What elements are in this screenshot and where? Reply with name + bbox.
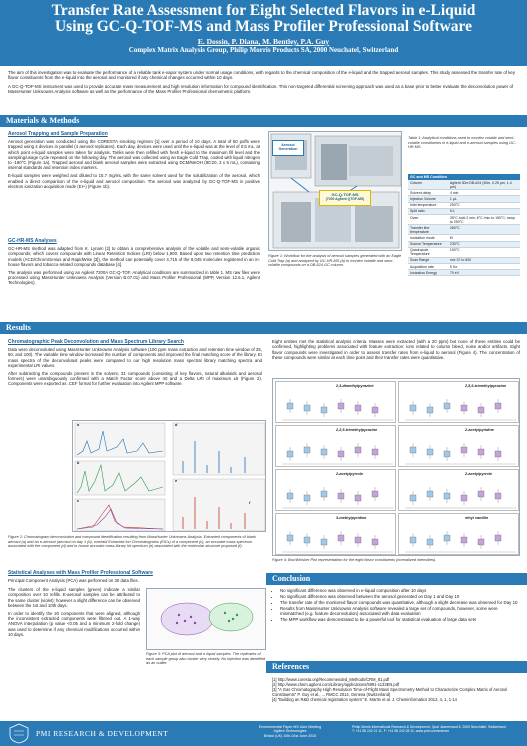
- subhead-gc-hr-ms: GC-HR-MS Analyses: [8, 238, 57, 244]
- boxplot-panel: [398, 513, 519, 555]
- figure-3-pca: [146, 588, 266, 650]
- table-1-param: Source Temperature: [408, 241, 448, 247]
- figure-2-label-d: d: [175, 423, 178, 427]
- boxplot-panel-label: ethyl vanillin: [465, 516, 488, 520]
- figure-2-label-c: c: [77, 499, 80, 503]
- materials-paragraph-1: Aerosol generation was conducted using the CORESTA smoking regimen [1] over a period of 10 days. A total of 50 puffs were trapped using 4 devices in parallel (4 aerosol replicates). Each day, devices were used until the e-liquid was at the level of 0.5 mL, at which point e-liquid samples were taken for analysis. Tanks were then refilled with fresh e-liquid to the maximum fill level and the sampling/usage cycle repeated on the following day. The aerosol was collected using an Eagle Cold Trap, cooled with liquid nitrogen to -190°C (Figure 1a). Trapped aerosol and blank aerosol samples were extracted using DCM/MeOH (80:20, 2 x 5 mL), containing internal standards and retention index markers.: [8, 139, 260, 171]
- affiliation: Complex Matrix Analysis Group, Philip Morris Products SA, 2000 Neuchatel, Switzerland: [128, 46, 399, 54]
- table-1-header: GC and MS Condition: [408, 174, 520, 180]
- subhead-statistical-analyses: Statistical Analyses with Mass Profiler Professional Software: [8, 570, 153, 576]
- table-1-value: m/z 37 to 600: [448, 257, 520, 263]
- table-1-param: Quadrupole Temperature: [408, 247, 448, 257]
- table-1-row: [408, 225, 520, 235]
- boxplot-panel: [275, 381, 396, 423]
- footer-org: PMI RESEARCH & DEVELOPMENT: [36, 729, 169, 738]
- boxplot-panel: [398, 469, 519, 511]
- boxplot-panel-label: 2,3-dimethylpyrazine: [336, 384, 374, 388]
- boxplot-panel-label: 3-methylpyridine: [336, 516, 367, 520]
- boxplot-panel: [275, 513, 396, 555]
- figure-2-caption: Figure 2: Chromatogram deconvolution and compound identification resulting from MassHunter Unknowns Analysis. Extracted components of blank aerosol (a) and an e-aerosol (aerosol on day 1 (b), overlaid Extracted Ion Chromatograms (EICs) of a component (c), an accurate mass spectrum associated with the component (d) and in-house accurate mass library hit spectrum (e) associated with the molecular structure proposed (f).: [8, 535, 256, 549]
- table-1-param: Acquisition rate: [408, 264, 448, 270]
- table-1-value: 280°C: [448, 225, 520, 235]
- abstract: [8, 70, 519, 98]
- authors: E. Dossin, P. Diana, M. Bentley, P.A. Guy: [197, 37, 330, 46]
- figure-2-label-f: f: [249, 501, 251, 505]
- materials-text-1: [8, 139, 260, 192]
- table-1-param: Solvent delay: [408, 190, 448, 196]
- boxplot-drawing: [399, 426, 519, 467]
- title-line-2: Using GC-Q-TOF-MS and Mass Profiler Professional Software: [54, 18, 473, 35]
- results-text-pca-intro: Principal Component Analysis (PCA) was performed on 30 data files.: [8, 578, 139, 583]
- table-1-value: 5 Hz: [448, 264, 520, 270]
- materials-text-2: [8, 246, 260, 288]
- figure-2-illustration: [73, 421, 266, 532]
- table-1-param: Injection Volume: [408, 196, 448, 202]
- results-paragraph-1: Data were deconvoluted using MassHunter Unknowns Analysis software (100 ppm mass extraction and retention time window of 25, 50, and 100). The variable time window increased the number of components and improved the final matching score of the library. EI mass spectra of the deconvoluted peaks were compared to our high resolution mass spectral library matching spectra and experimental LRI values.: [8, 347, 262, 368]
- results-right-text: Eight entities met the statistical analysis criteria. Masses were extracted (with a 20 ppm) but none of these entities could be confirmed, highlighting problems associated with feature extraction: ions related to column bleed, noise and/or artifacts. Eight flavor compounds were investigated in order to assess transfer rates from e-liquid to aerosol (Figure 4). The concentration of these compounds were similar at each time point and their transfer rates were quantitative.: [272, 339, 520, 360]
- references-list: [272, 677, 520, 702]
- conclusion-item: • The transfer rate of the monitored flavor compounds was quantitative, although a slight decrease was observed for Day 10: [280, 600, 520, 605]
- conclusion-item: • Results from MassHunter Unknowns Analysis software revealed a large set of compounds, however, some were mismatched (e.g. feature deconvolution) associated with data evaluation: [280, 606, 520, 617]
- table-1-param: Ionization mode: [408, 235, 448, 241]
- figure-3-caption: Figure 3: PCA plot of aerosol and e-liquid samples. The replicates of each sample group also cluster very closely. No injection was identified as an outlier.: [146, 652, 266, 666]
- table-1-param: Inlet temperature: [408, 202, 448, 208]
- materials-paragraph-2: E-liquid samples were weighed and diluted to 15.7 mg/mL with the same solvent used for the solubilization of the aerosol, which enabled a direct comparison of the e-liquid and aerosol composition. The aerosol was analyzed by GC-Q-TOF-MS in positive electron ionization acquisition mode (EI+) (Figure 1b).: [8, 173, 260, 189]
- table-1-value: EI: [448, 235, 520, 241]
- boxplot-panel: [275, 425, 396, 467]
- table-1-row: [408, 247, 520, 257]
- table-1-value: Agilent 30m DB-624 (30m, 0.25 µm, 1.4 µm): [448, 180, 520, 190]
- subhead-aerosol-trapping: Aerosol Trapping and Sample Preparation: [8, 131, 108, 137]
- abstract-paragraph-1: The aim of this investigation was to evaluate the performance of a reliable tank e-vapor system under normal usage conditions, with regards to the chemical composition of the e-liquid and the trapped aerosol samples. This study assessed the transfer rate of key flavor constituents from the e-liquid into the aerosol and monitored if any chemical changes occurred within 10 days.: [8, 70, 516, 81]
- table-1-value: 4 min: [448, 190, 520, 196]
- conclusion-list: [272, 588, 520, 623]
- abstract-paragraph-2: A GC-Q-TOF-MS instrument was used to provide accurate mass measurement and high resolution information for compound identification. This non-targeted differential screening approach was used as a base prior to better evaluate the deconvolution power of MassHunter Unknowns Analysis software as well as the performance of the Mass Profiler Professional chemometric platform.: [8, 83, 514, 95]
- footer-event: [240, 725, 340, 738]
- figure-1-caption: Figure 1: Workflow for the analysis of aerosol samples generated with an Eagle Cold Trap (a) and analyzed by GC-HR-MS (b) to monitor volatile and semi-volatile compounds on a DB-624 GC column.: [268, 254, 402, 268]
- reference-item: [3] "A Gas Chromatography High Resolution Time-of-Flight Mass Spectrometry Method to Characterize Complex Matrix of Aerosol Constituents" P. Guy et al., ... RMCC 2014, Geneva (Switzerland): [272, 687, 508, 697]
- results-paragraph-2: After subtracting the compounds present in the solvent, 31 compounds (consisting of key flavors, natural alkaloids and aerosol formers) were unambiguously confirmed with a Match Factor score above 40 and a Delta LRI of maximum ±5 (Figure 2). Components were exported as .CEF format for further evaluation into Agilent MPP software.: [8, 370, 262, 387]
- table-1-row: [408, 180, 520, 190]
- figure-2-deconvolution: [72, 420, 266, 532]
- materials-paragraph-4: The analysis was performed using an Agilent 7200A GC-Q-TOF. Analytical conditions are summarized in table 1. MS raw files were processed using MassHunter Unknowns Analysis (Version B.07.01) and Mass Profiler Professional (MPP, Version 12.6.1, Agilent Technologies).: [8, 269, 260, 286]
- table-1-value: 35°C hold 2 min; 6°C /min to 150°C; ramp to 250°C: [448, 214, 520, 224]
- boxplot-drawing: [276, 470, 396, 511]
- conclusion-item: • The MPP workflow was demonstrated to be a powerful tool for statistical evaluation of large data sets: [280, 617, 520, 622]
- figure-1-workflow: [268, 131, 402, 251]
- table-1-value: 250°C: [448, 202, 520, 208]
- table-1-value: 230°C: [448, 241, 520, 247]
- figure-1-label-gc-line-1: GC-Q-TOF-MS: [331, 192, 359, 197]
- boxplot-panel: [275, 469, 396, 511]
- table-1-row: [408, 214, 520, 224]
- figure-1-label-aerosol: Aerosol Generation: [272, 140, 304, 156]
- table-1-value: 150°C: [448, 247, 520, 257]
- footer-contact-line-2: T: +41 58 242 21 11, F: +41 58 242 28 11, www.pmi.com/science: [352, 729, 450, 734]
- table-1-param: Scan Range: [408, 257, 448, 263]
- reference-item: [2] http://www.chem.agilent.com/Library/applications/5991-1133EN.pdf: [272, 682, 400, 687]
- footer-event-line-1: Environmental Paper MS User Meeting: [258, 725, 322, 729]
- table-1-param: Split ratio: [408, 208, 448, 214]
- table-1-param: Column: [408, 180, 448, 190]
- boxplot-panel: [398, 381, 519, 423]
- footer-event-line-3: Bristol (UK) 10th-01st June 2015: [263, 733, 317, 738]
- footer-contact-line-1: Philip Morris International Research & Development, Quai Jeanrenaud 5, 2000 Neuchâtel, Switzerland: [352, 725, 506, 729]
- table-1-param: Ionization Energy: [408, 270, 448, 276]
- reference-item: [1] http://www.coresta.org/Recommended_Methods/CRM_81.pdf: [272, 677, 390, 682]
- materials-paragraph-3: GC-HR-MS method was adapted from K. Lynam [2] to obtain a comprehensive analysis of the volatile and semi-volatile organic compounds, which covers compounds with Linear Retention Indices (LRI) below 1,900. Based upon two retention time prediction models (ACD/ChromGenius and RapidWise [3]), the method can potentially cover 4,715 of the 9,045 molecules registered in an in-house flavors and tobacco-related compounds database [4].: [8, 246, 260, 267]
- boxplot-drawing: [276, 426, 396, 467]
- figure-1-label-gc: [319, 190, 371, 206]
- boxplot-panel: [398, 425, 519, 467]
- footer-event-line-2: Agilent Technologies: [273, 729, 307, 734]
- boxplot-drawing: [276, 382, 396, 423]
- table-1: [408, 174, 520, 276]
- results-paragraph-4: The clusters of the e-liquid samples (green) indicate a similar composition over 10 refills. E-aerosol samples can be attributed to the same cluster (violet); however a slight difference can be observed between the 1st and 10th days.: [8, 587, 140, 608]
- table-1-row: [408, 270, 520, 276]
- table-1-body: [408, 180, 520, 276]
- figure-4-caption: Figure 4: Box/Whisker Plot representation for the eight flavor constituents (normalized intensities).: [272, 558, 437, 562]
- section-conclusion: Conclusion: [266, 573, 527, 585]
- figure-4-boxplots: [272, 378, 520, 556]
- table-1-param: Oven: [408, 214, 448, 224]
- results-text-2: [8, 587, 140, 640]
- figure-2-label-e: e: [175, 479, 178, 483]
- table-1-param: Transfer line temperature: [408, 225, 448, 235]
- boxplot-drawing: [276, 514, 396, 555]
- section-results: Results: [0, 322, 527, 334]
- conclusion-item: • No significant difference was observed between the aerosol generated on Day 1 and Day 10: [280, 594, 520, 599]
- figure-2-label-a: a: [77, 423, 80, 427]
- table-1-value: 5:1: [448, 208, 520, 214]
- table-1-caption: Table 1: Analytical conditions used to monitor volatile and semi-volatile constituents in e-liquid and e-aerosol samples using GC-HR-MS.: [408, 136, 517, 150]
- boxplot-panel-label: 2-acetylpyrrole: [336, 472, 364, 476]
- boxplot-panel-label: 2-acetylpyridine: [465, 428, 494, 432]
- results-paragraph-5: In order to identify the 20 components that were aligned, although the inconsistent extracted components were filtered out. A 1-way ANOVA interpolation (p value <0.05 and a minimum 2-fold change) was used to determine if any chemical modifications occurred within 10 days.: [8, 610, 140, 637]
- pmi-crest-icon: [8, 723, 30, 744]
- poster-footer: [0, 721, 527, 746]
- figure-3-pca-plot: [147, 589, 266, 650]
- figure-2-label-b: b: [77, 461, 80, 465]
- boxplot-drawing: [399, 470, 519, 511]
- subhead-peak-deconvolution: Chromatographic Peak Deconvolution and Mass Spectrum Library Search: [8, 339, 184, 345]
- section-references: References: [266, 661, 527, 673]
- boxplot-panel-label: 2-acetylpyrrole: [465, 472, 493, 476]
- boxplot-panel-label: 2,5,6-trimethylpyrazine: [465, 384, 507, 388]
- poster-title: [0, 0, 527, 35]
- poster-header: [0, 0, 527, 66]
- title-line-1: Transfer Rate Assessment for Eight Selected Flavors in e-Liquid: [51, 2, 476, 19]
- table-1-value: 1 µL: [448, 196, 520, 202]
- figure-1-label-gc-line-2: (7200 Agilent QTOF-MS): [325, 197, 365, 201]
- footer-contact: [352, 725, 522, 733]
- section-materials-methods: Materials & Methods: [0, 115, 527, 127]
- reference-item: [4] "Building an R&D chemical registration system" E. Martin et al. J. Cheminformatics 2012, 4, 1, 1-14: [272, 697, 457, 702]
- boxplot-panel-label: 2,3,5-trimethylpyrazine: [336, 428, 378, 432]
- conclusion-item: • No significant difference was observed in e-liquid composition after 10 days: [280, 588, 520, 593]
- table-1-value: 70 eV: [448, 270, 520, 276]
- boxplot-drawing: [399, 514, 519, 555]
- boxplot-drawing: [399, 382, 519, 423]
- results-text-1: [8, 347, 262, 389]
